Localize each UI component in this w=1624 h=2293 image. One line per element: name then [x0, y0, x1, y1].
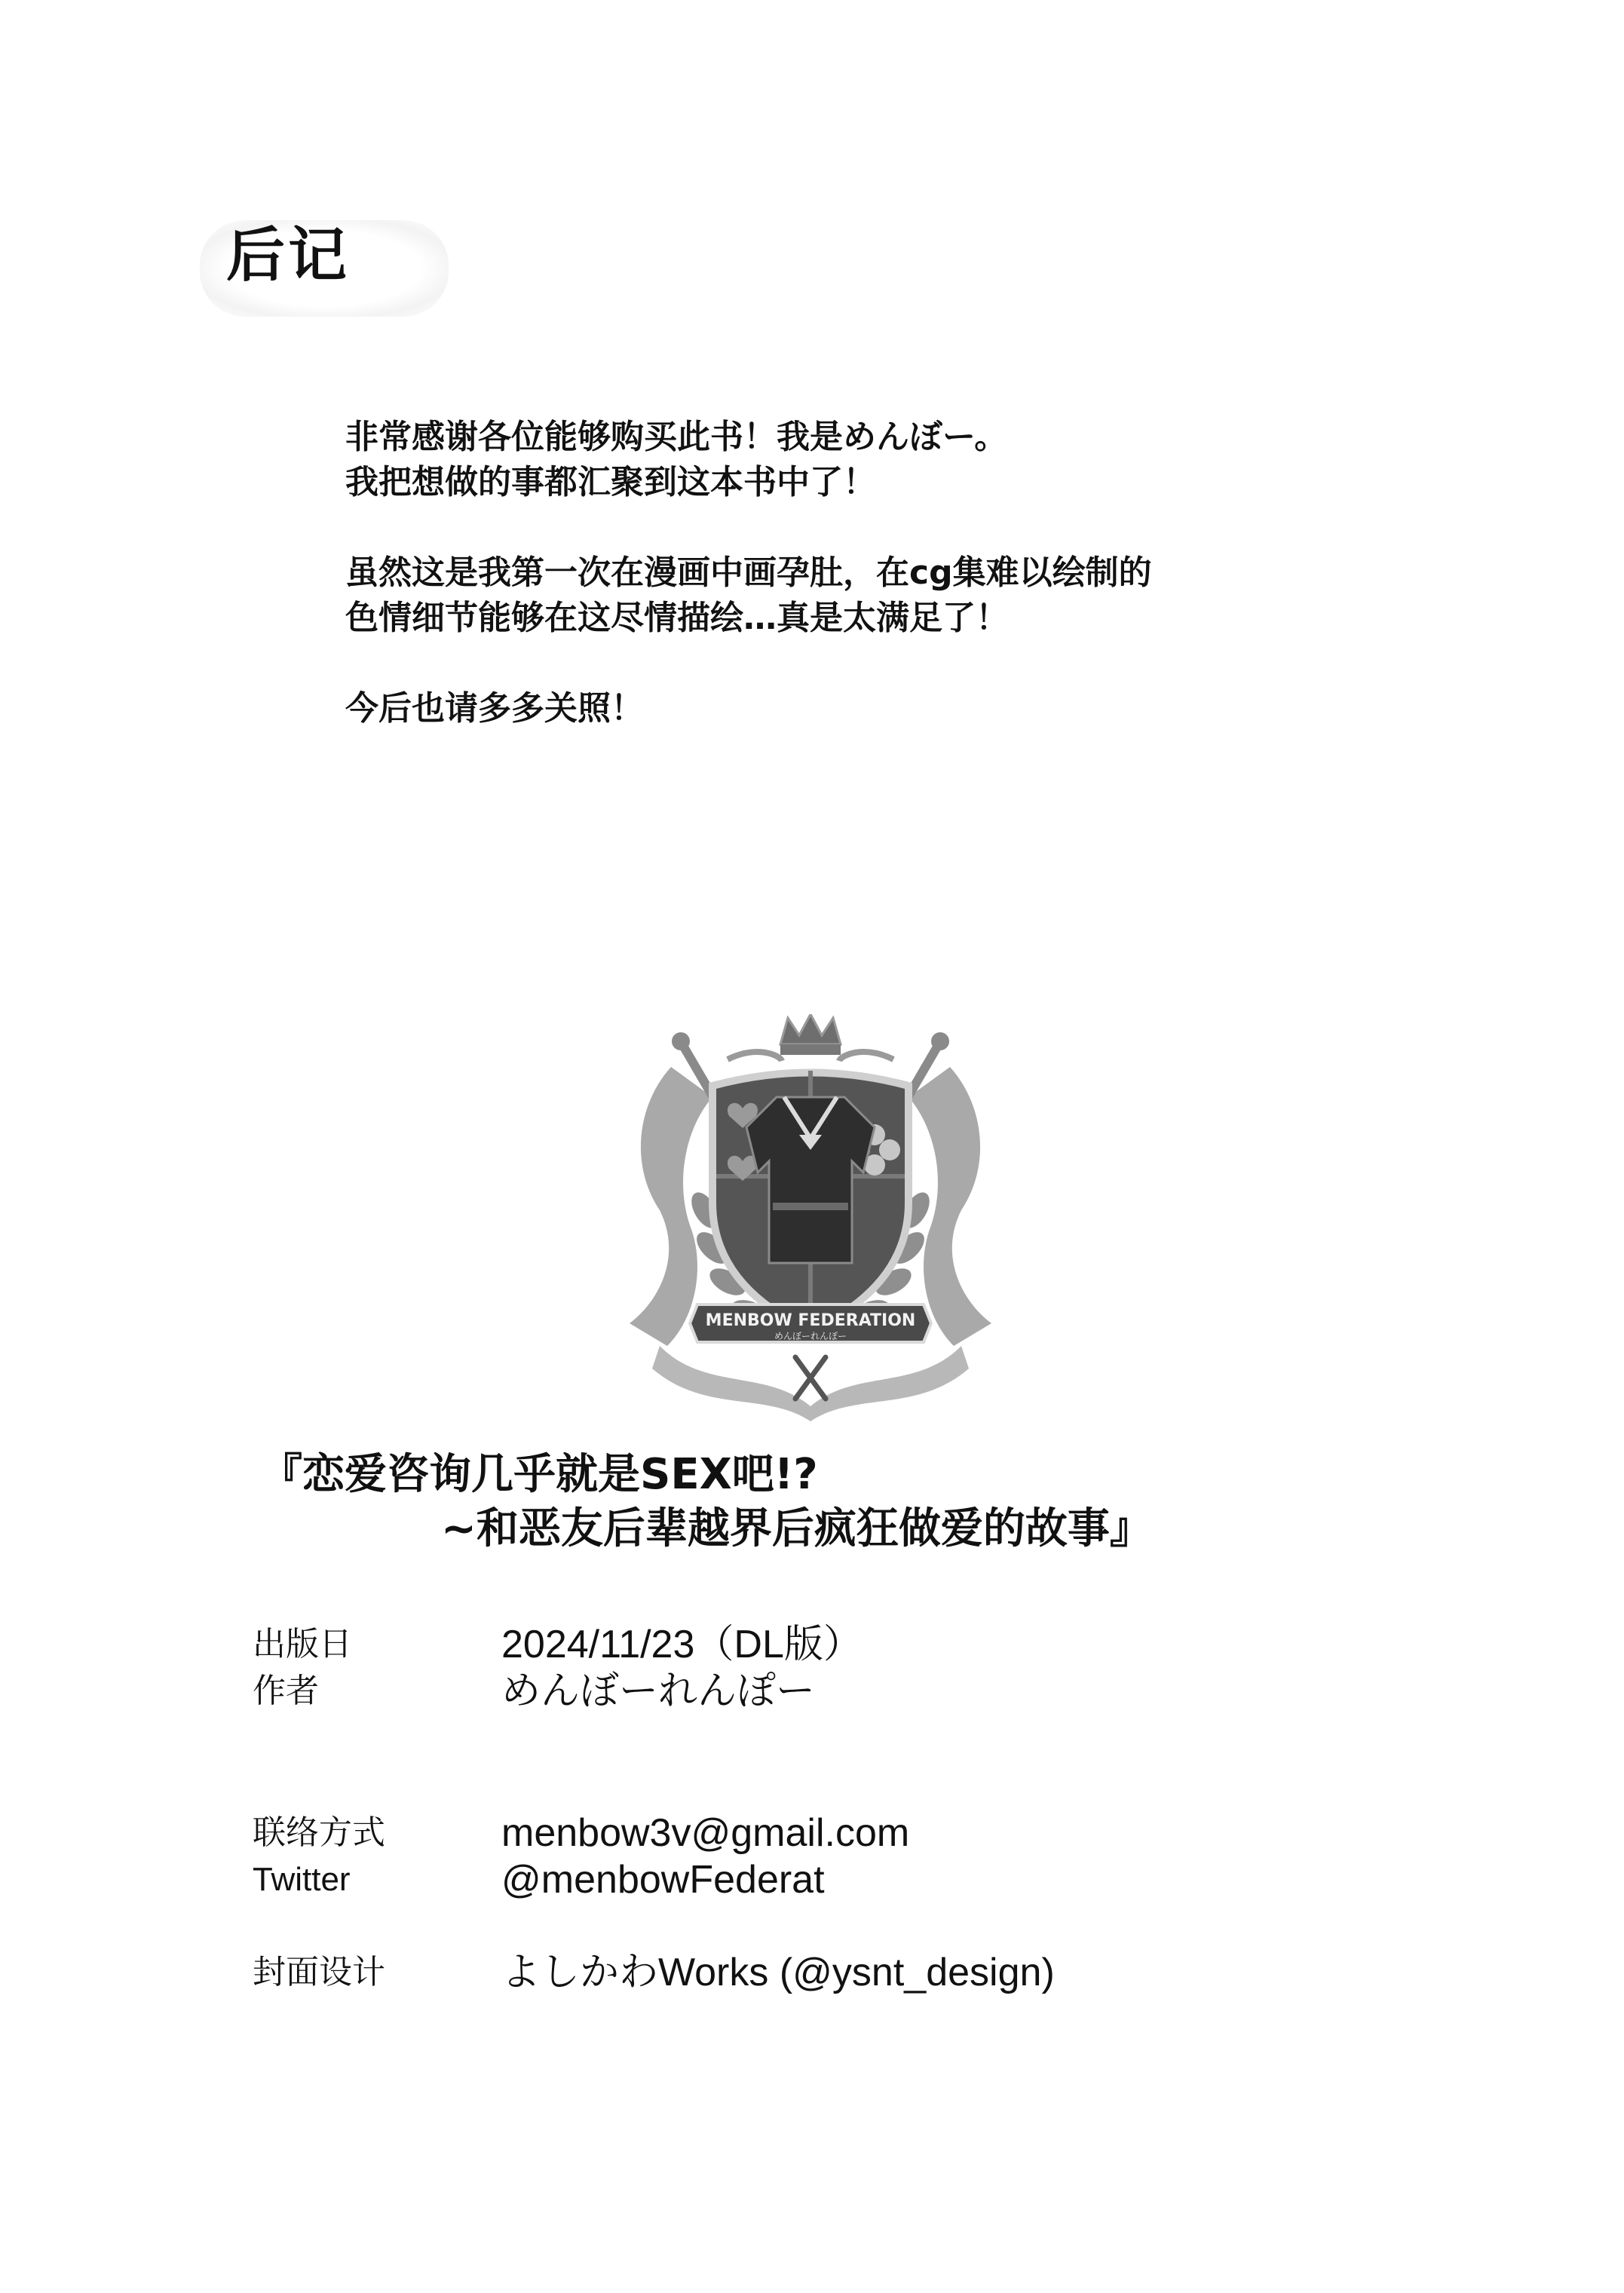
contact-label: 联络方式: [253, 1814, 385, 1851]
afterword-paragraph: [345, 550, 1401, 641]
book-title-line1: 『恋爱咨询几乎就是SEX吧!?: [260, 1450, 818, 1499]
afterword-paragraph: [345, 686, 1401, 731]
twitter-label: Twitter: [253, 1861, 351, 1898]
emblem-banner-text: MENBOW FEDERATION: [705, 1311, 916, 1330]
crossed-pens-icon: [795, 1357, 826, 1399]
afterword-paragraph: [345, 415, 1401, 505]
publish-date-value: 2024/11/23（DL版）: [501, 1623, 863, 1666]
book-title: [260, 1448, 1152, 1556]
afterword-line: 色情细节能够在这尽情描绘…真是太满足了！: [345, 599, 1009, 637]
author-label: 作者: [253, 1672, 319, 1709]
afterword-line: 虽然这是我第一次在漫画中画孕肚，在cg集难以绘制的: [345, 553, 1152, 592]
publish-date-label: 出版日: [253, 1626, 352, 1663]
afterword-line: 我把想做的事都汇聚到这本书中了！: [345, 463, 876, 501]
cover-design-value: よしかわWorks (@ysnt_design): [501, 1951, 1055, 1994]
afterword-body: [345, 415, 1401, 777]
author-value: めんぼーれんぽー: [501, 1669, 816, 1713]
page-title: 后记: [226, 222, 351, 290]
crown-icon: [728, 1014, 893, 1061]
twitter-handle: @menbowFederat: [501, 1858, 825, 1902]
cover-design-label: 封面设计: [253, 1954, 385, 1991]
afterword-line: 今后也请多多关照！: [345, 689, 644, 728]
emblem-sub-text: めんぼーれんぽー: [774, 1331, 847, 1341]
emblem-banner: [690, 1304, 931, 1342]
contact-email: menbow3v@gmail.com: [501, 1811, 910, 1855]
afterword-line: 非常感谢各位能够购买此书！我是めんぼー。: [345, 418, 1008, 456]
book-title-line2: ~和恶友后辈越界后疯狂做爱的故事』: [441, 1504, 1152, 1553]
circle-emblem: [614, 1014, 1007, 1421]
